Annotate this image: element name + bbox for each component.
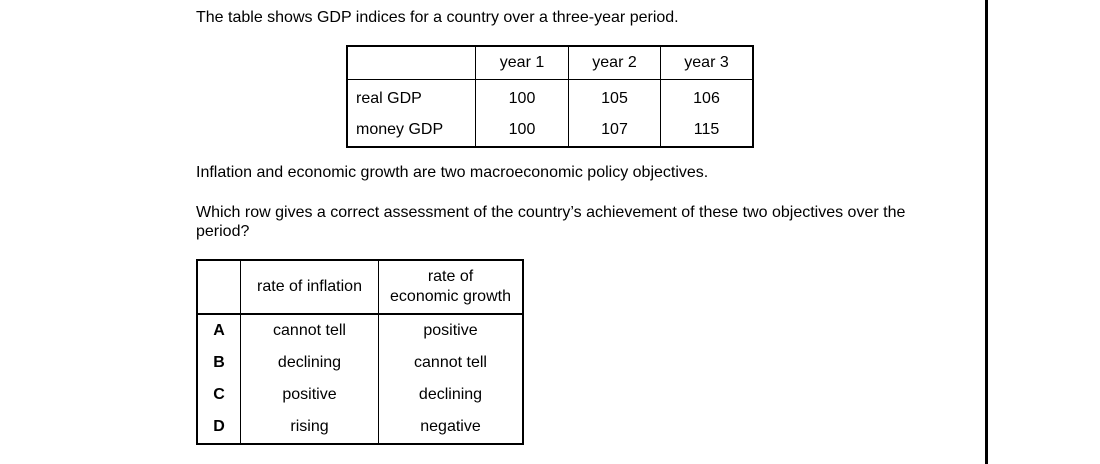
gdp-table-header-year3: year 3 (661, 46, 754, 80)
answer-option-a[interactable] (197, 314, 523, 347)
cell-real-gdp-year3: 106 (693, 90, 720, 107)
gdp-index-table (346, 45, 754, 148)
objectives-text: Inflation and economic growth are two macroeconomic policy objectives. (196, 164, 709, 181)
cell-money-gdp-year1: 100 (476, 116, 569, 147)
answer-header-blank (197, 260, 241, 314)
answer-options-table (196, 259, 524, 445)
option-inflation: rising (241, 411, 379, 444)
option-letter: B (197, 347, 241, 379)
row-label-real-gdp: real GDP (347, 80, 476, 117)
cell-money-gdp-year3: 115 (693, 120, 720, 138)
gdp-table-header-year2: year 2 (569, 46, 661, 80)
option-inflation: positive (241, 379, 379, 411)
option-growth: positive (423, 322, 478, 339)
answer-option-b[interactable] (197, 347, 523, 379)
answer-option-c[interactable] (197, 379, 523, 411)
option-growth: declining (418, 386, 483, 403)
answer-option-d[interactable] (197, 411, 523, 444)
gdp-table-header-blank (347, 46, 476, 80)
row-label-money-gdp: money GDP (347, 116, 476, 147)
answer-header-growth-line2: economic growth (390, 288, 511, 305)
option-letter: C (197, 379, 241, 411)
page-right-border (985, 0, 988, 464)
answer-table-header-row (197, 260, 523, 314)
option-growth: cannot tell (414, 354, 487, 371)
answer-header-inflation: rate of inflation (241, 260, 379, 314)
intro-text: The table shows GDP indices for a country over a three-year period. (196, 9, 679, 26)
option-letter: D (197, 411, 241, 444)
option-inflation: cannot tell (241, 314, 379, 347)
gdp-table-header-row (347, 46, 753, 80)
table-row (347, 116, 753, 147)
option-growth: negative (420, 418, 481, 435)
table-row (347, 80, 753, 117)
option-inflation: declining (241, 347, 379, 379)
option-letter: A (197, 314, 241, 347)
answer-header-growth (379, 260, 524, 314)
gdp-table-header-year1: year 1 (476, 46, 569, 80)
answer-header-growth-line1: rate of (427, 268, 474, 285)
cell-real-gdp-year2: 105 (569, 80, 661, 117)
question-text: Which row gives a correct assessment of the country’s achievement of these two objectives over the period? (196, 204, 906, 240)
cell-real-gdp-year1: 100 (476, 80, 569, 117)
cell-money-gdp-year2: 107 (569, 116, 661, 147)
